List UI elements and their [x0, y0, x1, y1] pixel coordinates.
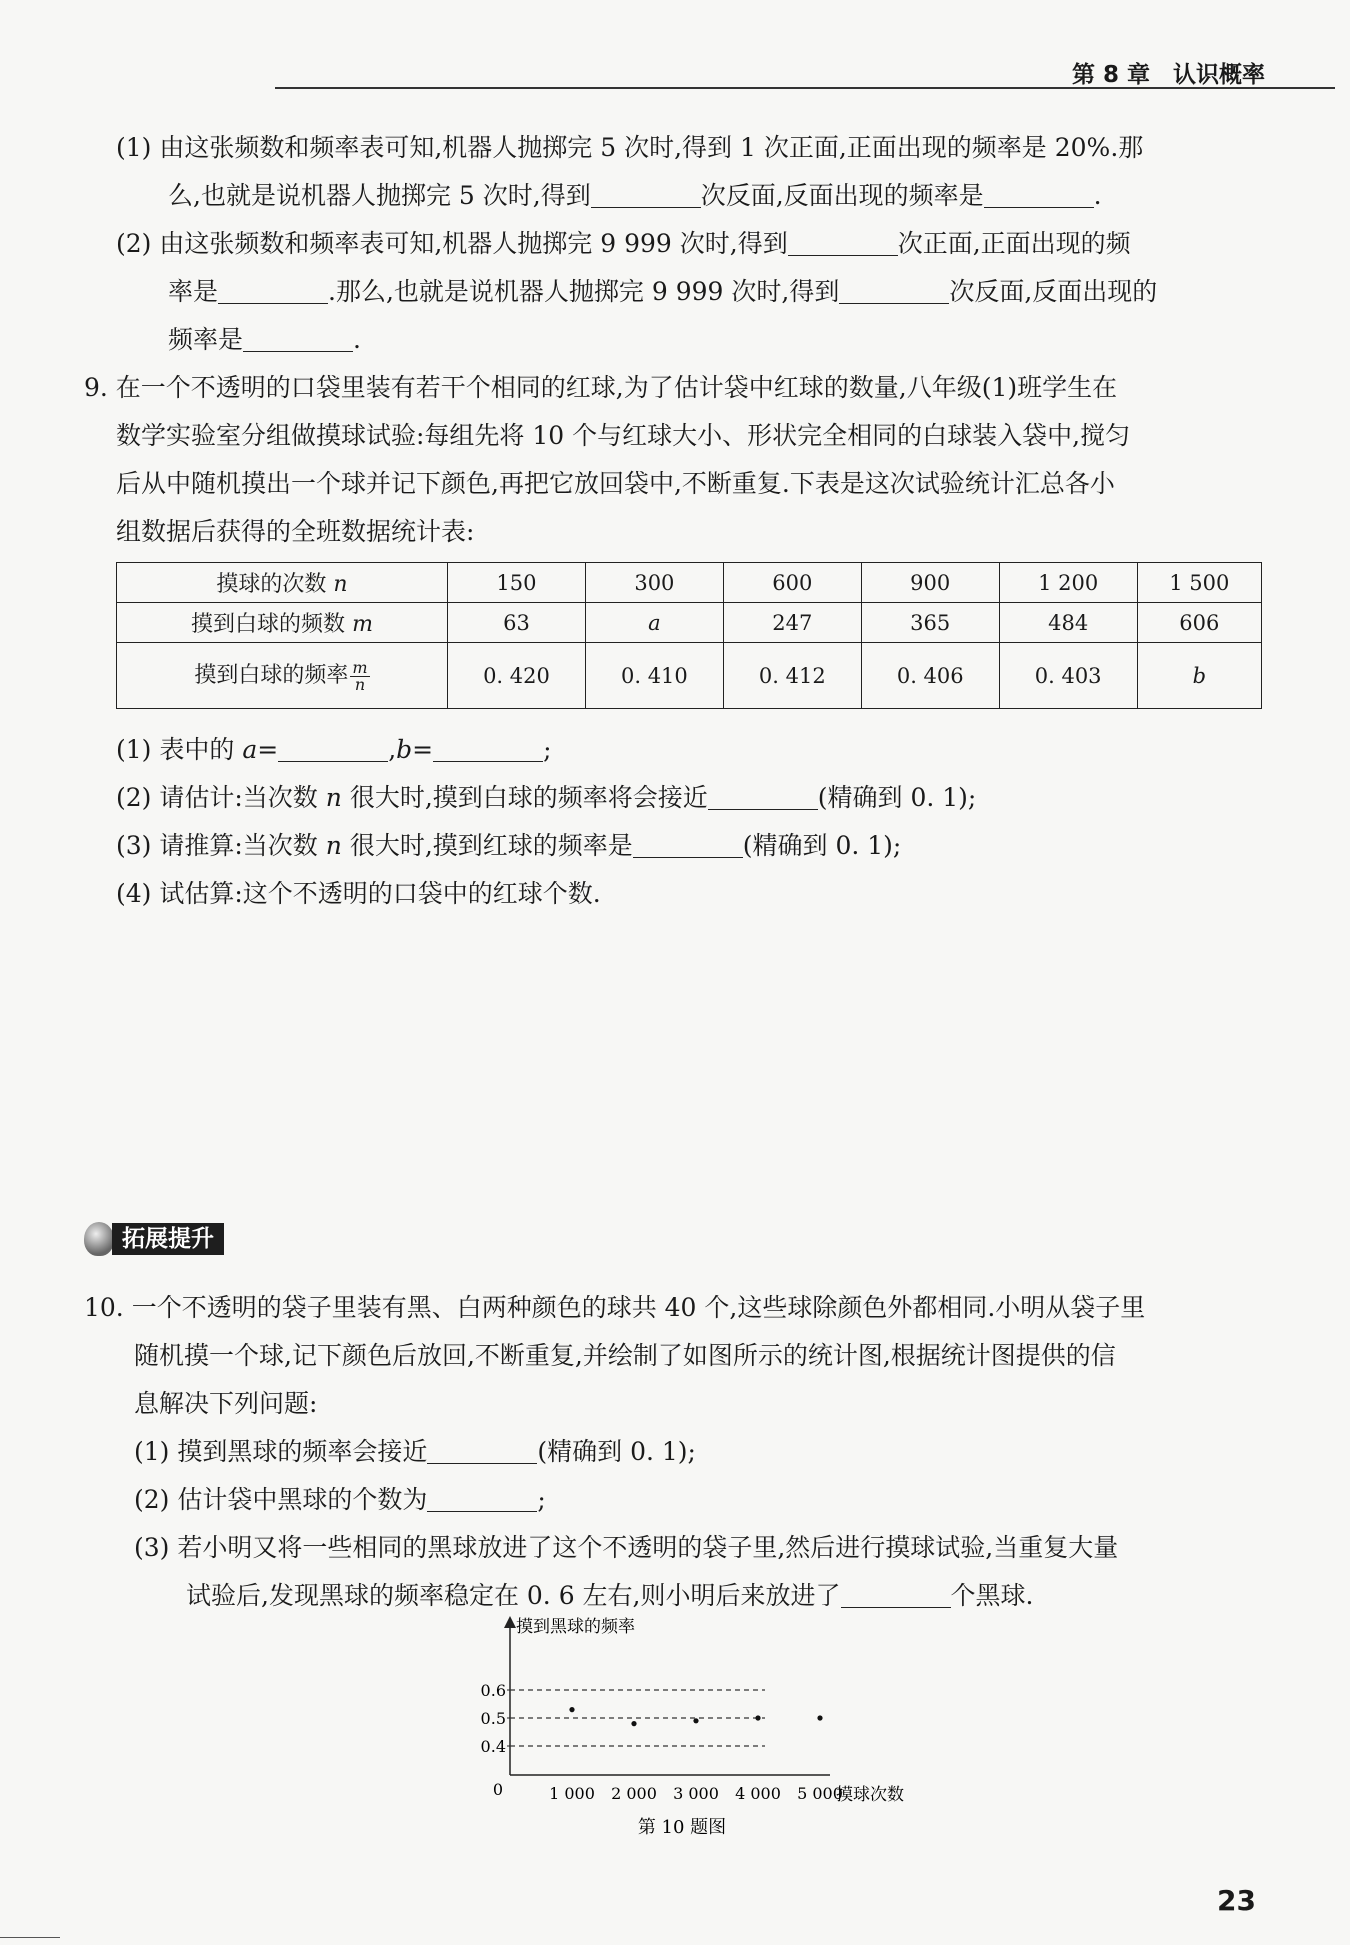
answer-blank[interactable] — [433, 736, 543, 762]
table-cell: 1 200 — [999, 563, 1137, 603]
table-cell-unknown-b: b — [1137, 643, 1261, 709]
data-point — [631, 1721, 636, 1726]
table-cell: 0. 406 — [861, 643, 999, 709]
q8-part2-text-f: 频率是 — [168, 325, 244, 354]
table-cell: 600 — [723, 563, 861, 603]
q9-sub1 — [116, 730, 552, 766]
var-m: m — [352, 612, 373, 637]
q9-line4: 组数据后获得的全班数据统计表: — [116, 517, 475, 546]
data-point — [693, 1718, 698, 1723]
table-cell: 606 — [1137, 603, 1261, 643]
q8-part1-text-a: 么,也就是说机器人抛掷完 5 次时,得到 — [168, 181, 591, 210]
bottom-rule — [0, 1937, 60, 1938]
header-rule — [275, 87, 1335, 89]
page-number: 23 — [1217, 1884, 1256, 1917]
table-cell: 150 — [448, 563, 586, 603]
answer-blank[interactable] — [984, 182, 1094, 208]
var-n: n — [325, 783, 342, 812]
fraction-numerator: m — [352, 657, 368, 677]
q9-sub4: (4) 试估算:这个不透明的口袋中的红球个数. — [116, 879, 601, 908]
table-row-frequency-counts — [117, 603, 1262, 643]
answer-blank[interactable] — [633, 832, 743, 858]
table-cell: 300 — [585, 563, 723, 603]
y-tick-label: 0.4 — [480, 1737, 506, 1756]
row-label: 摸到白球的频数 — [191, 612, 346, 637]
equals-sign: = — [412, 735, 434, 764]
q8-part1-line2: 么,也就是说机器人抛掷完 5 次时,得到 次反面,反面出现的频率是 . — [168, 181, 1102, 210]
table-cell: 365 — [861, 603, 999, 643]
answer-blank[interactable] — [427, 1438, 537, 1464]
fraction-denominator: n — [354, 674, 366, 694]
q10-sub3-line2 — [186, 1576, 1033, 1612]
q10-sub2 — [134, 1480, 546, 1516]
answer-blank[interactable] — [839, 278, 949, 304]
comma: , — [388, 735, 397, 764]
q10-sub1-text-a: (1) 摸到黑球的频率会接近 — [134, 1437, 428, 1466]
row-label: 摸到白球的频率 — [194, 663, 349, 689]
table-cell-unknown-a: a — [585, 603, 723, 643]
q8-part2-text-c: 率是 — [168, 277, 219, 306]
x-tick-label: 3 000 — [673, 1784, 719, 1803]
q10-frequency-chart — [470, 1610, 950, 1840]
row-header-frequency-rates — [117, 643, 448, 709]
q9-data-table — [116, 562, 1262, 709]
y-axis-label: 摸到黑球的频率 — [516, 1617, 635, 1637]
data-point — [755, 1715, 760, 1720]
section-badge — [84, 1220, 244, 1260]
table-cell: 1 500 — [1137, 563, 1261, 603]
data-points — [569, 1707, 822, 1726]
table-cell: 900 — [861, 563, 999, 603]
x-tick-labels — [549, 1784, 843, 1803]
q10-line2: 随机摸一个球,记下颜色后放回,不断重复,并绘制了如图所示的统计图,根据统计图提供的信 — [134, 1341, 1116, 1370]
q10-sub3-text-a: 试验后,发现黑球的频率稳定在 0. 6 左右,则小明后来放进了 — [186, 1581, 841, 1610]
table-cell: 247 — [723, 603, 861, 643]
q10-line3: 息解决下列问题: — [134, 1389, 318, 1418]
q9-sub2-text-b: 很大时,摸到白球的频率将会接近 — [349, 783, 708, 812]
table-row-counts — [117, 563, 1262, 603]
fraction-m-over-n — [350, 657, 369, 694]
answer-blank[interactable] — [841, 1582, 951, 1608]
equals-sign: = — [257, 735, 279, 764]
q9-sub1-text: (1) 表中的 — [116, 735, 235, 764]
answer-blank[interactable] — [278, 736, 388, 762]
table-cell: 0. 420 — [448, 643, 586, 709]
q8-part2-text-d: .那么,也就是说机器人抛掷完 9 999 次时,得到 — [328, 277, 840, 306]
data-point — [817, 1715, 822, 1720]
chapter-title: 第 8 章 认识概率 — [1071, 62, 1265, 88]
q9-line3: 后从中随机摸出一个球并记下颜色,再把它放回袋中,不断重复.下表是这次试验统计汇总各小 — [116, 469, 1115, 498]
q10-sub3-line1: (3) 若小明又将一些相同的黑球放进了这个不透明的袋子里,然后进行摸球试验,当重复大量 — [134, 1533, 1119, 1562]
row-header-frequency-counts — [117, 603, 448, 643]
page-header — [0, 0, 1350, 90]
q9-sub3 — [116, 826, 901, 862]
answer-blank[interactable] — [788, 230, 898, 256]
table-cell: 0. 410 — [585, 643, 723, 709]
data-point — [569, 1707, 574, 1712]
q10-sub2-text-b: ; — [537, 1485, 546, 1514]
q8-part1-text-b: 次反面,反面出现的频率是 — [700, 181, 984, 210]
q8-part2-text-a: (2) 由这张频数和频率表可知,机器人抛掷完 9 999 次时,得到 — [116, 229, 788, 258]
q9-sub3-text-c: (精确到 0. 1); — [742, 831, 902, 860]
q10-sub2-text-a: (2) 估计袋中黑球的个数为 — [134, 1485, 428, 1514]
var-a: a — [242, 735, 258, 764]
table-cell: 0. 412 — [723, 643, 861, 709]
var-b: b — [396, 735, 413, 764]
origin-label: 0 — [492, 1780, 504, 1799]
dashed-reference-lines — [510, 1690, 765, 1746]
q8-part2-line3: 频率是 . — [168, 325, 361, 354]
q10-line1: 10. 一个不透明的袋子里装有黑、白两种颜色的球共 40 个,这些球除颜色外都相同.小明从袋子里 — [84, 1293, 1146, 1322]
table-cell: 63 — [448, 603, 586, 643]
section-badge-label: 拓展提升 — [112, 1223, 224, 1255]
x-axis-label: 摸球次数 — [836, 1785, 904, 1805]
x-tick-label: 4 000 — [735, 1784, 781, 1803]
var-n: n — [325, 831, 342, 860]
q10-sub3-text-b: 个黑球. — [950, 1581, 1034, 1610]
x-tick-label: 2 000 — [611, 1784, 657, 1803]
q9-sub3-text-a: (3) 请推算:当次数 — [116, 831, 318, 860]
x-tick-label: 1 000 — [549, 1784, 595, 1803]
q9-sub2-text-a: (2) 请估计:当次数 — [116, 783, 318, 812]
semicolon: ; — [543, 735, 552, 764]
q9-sub2-text-c: (精确到 0. 1); — [817, 783, 977, 812]
y-tick-label: 0.5 — [480, 1709, 506, 1728]
table-row-frequency-rates — [117, 643, 1262, 709]
table-cell: 484 — [999, 603, 1137, 643]
q8-part1-line1: (1) 由这张频数和频率表可知,机器人抛掷完 5 次时,得到 1 次正面,正面出现的频率是 20%.那 — [116, 133, 1144, 162]
table-cell: 0. 403 — [999, 643, 1137, 709]
q8-part2-text-b: 次正面,正面出现的频 — [897, 229, 1131, 258]
q9-line1: 9. 在一个不透明的口袋里装有若干个相同的红球,为了估计袋中红球的数量,八年级(1)班学生在 — [84, 373, 1118, 402]
q9-sub2 — [116, 778, 976, 814]
answer-blank[interactable] — [708, 784, 818, 810]
row-header-counts — [117, 563, 448, 603]
var-n: n — [333, 572, 348, 597]
figure-caption: 第 10 题图 — [637, 1817, 727, 1838]
answer-blank[interactable] — [243, 326, 353, 352]
q10-sub1 — [134, 1432, 696, 1468]
q8-part2-line1 — [116, 224, 1131, 260]
row-label: 摸球的次数 — [216, 572, 327, 597]
q9-line2: 数学实验室分组做摸球试验:每组先将 10 个与红球大小、形状完全相同的白球装入袋中,搅匀 — [116, 421, 1131, 450]
lightbulb-icon — [84, 1222, 114, 1256]
answer-blank[interactable] — [591, 182, 701, 208]
q8-part2-line2 — [168, 272, 1157, 308]
x-tick-label: 5 000 — [797, 1784, 843, 1803]
q10-sub1-text-b: (精确到 0. 1); — [537, 1437, 696, 1466]
y-tick-label: 0.6 — [480, 1681, 506, 1700]
y-tick-labels — [481, 1681, 510, 1756]
answer-blank[interactable] — [427, 1486, 537, 1512]
q9-sub3-text-b: 很大时,摸到红球的频率是 — [349, 831, 633, 860]
answer-blank[interactable] — [218, 278, 328, 304]
q8-part2-text-e: 次反面,反面出现的 — [949, 277, 1158, 306]
